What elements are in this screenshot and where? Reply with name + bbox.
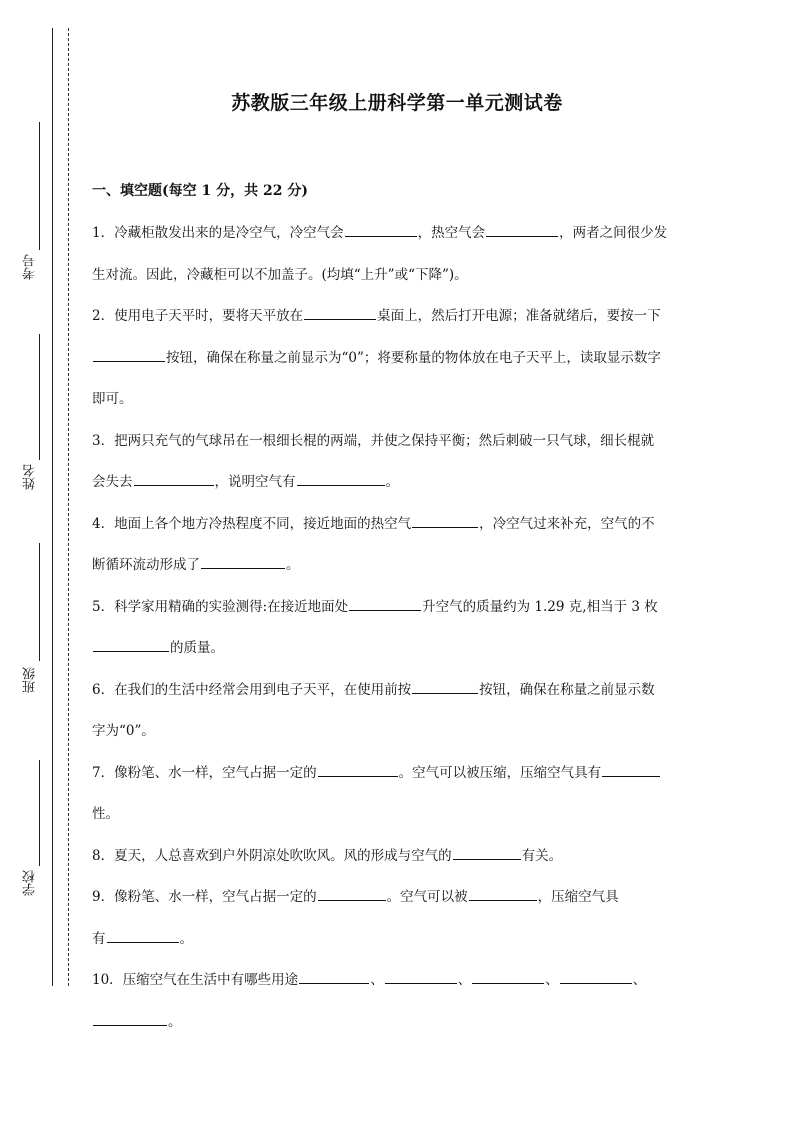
page-title: 苏教版三年级上册科学第一单元测试卷 (231, 92, 563, 114)
question-9-cont: 有 。 (92, 919, 707, 961)
exam-number-field[interactable] (22, 122, 40, 280)
question-9: 9．像粉笔、水一样，空气占据一定的 。空气可以被 ，压缩空气具 (92, 877, 707, 919)
answer-blank[interactable] (299, 969, 369, 984)
binding-solid-line (52, 28, 53, 986)
answer-blank[interactable] (297, 471, 385, 486)
binding-cut-line (68, 28, 69, 986)
exam-number-label: 考号 (23, 254, 38, 280)
class-blank[interactable] (39, 543, 40, 661)
answer-blank[interactable] (107, 928, 179, 943)
answer-blank[interactable] (349, 596, 421, 611)
name-field[interactable] (22, 334, 40, 490)
question-2: 2．使用电子天平时，要将天平放在 桌面上，然后打开电源；准备就绪后，要按一下 (92, 296, 707, 338)
question-4-cont: 断循环流动形成了 。 (92, 545, 707, 587)
answer-blank[interactable] (93, 347, 165, 362)
answer-blank[interactable] (486, 222, 558, 237)
answer-blank[interactable] (318, 762, 398, 777)
class-field[interactable] (22, 543, 40, 693)
school-field[interactable] (22, 760, 40, 896)
question-8: 8．夏天，人总喜欢到户外阴凉处吹吹风。风的形成与空气的 有关。 (92, 836, 707, 878)
answer-blank[interactable] (412, 513, 478, 528)
question-1-cont: 生对流。因此，冷藏柜可以不加盖子。(均填“上升”或“下降”)。 (92, 266, 468, 283)
question-10-cont: 。 (92, 1002, 707, 1044)
answer-blank[interactable] (560, 969, 632, 984)
answer-blank[interactable] (412, 679, 478, 694)
question-5-cont: 的质量。 (92, 628, 707, 670)
question-2-cont: 按钮，确保在称量之前显示为“0”；将要称量的物体放在电子天平上，读取显示数字 (92, 338, 707, 380)
exam-number-blank[interactable] (39, 122, 40, 250)
answer-blank[interactable] (201, 554, 285, 569)
school-label: 学校 (23, 870, 38, 896)
question-6-cont: 字为“0”。 (92, 723, 155, 739)
answer-blank[interactable] (472, 969, 544, 984)
class-label: 班级 (23, 667, 38, 693)
question-4: 4．地面上各个地方冷热程度不同，接近地面的热空气 ，冷空气过来补充，空气的不 (92, 504, 707, 546)
question-5: 5．科学家用精确的实验测得:在接近地面处 升空气的质量约为 1.29 克,相当于 3 枚 (92, 587, 707, 629)
question-7-cont: 性。 (92, 806, 119, 822)
answer-blank[interactable] (453, 845, 521, 860)
answer-blank[interactable] (134, 471, 214, 486)
name-label: 姓名 (23, 464, 38, 490)
section-heading-fill-blank: 一、填空题(每空 1 分，共 22 分) (92, 183, 308, 199)
answer-blank[interactable] (93, 1011, 167, 1026)
question-6: 6．在我们的生活中经常会用到电子天平，在使用前按 按钮，确保在称量之前显示数 (92, 670, 707, 712)
question-10: 10．压缩空气在生活中有哪些用途 、 、 、 、 (92, 960, 707, 1002)
question-3: 3．把两只充气的气球吊在一根细长棍的两端，并使之保持平衡；然后刺破一只气球，细长棍就 (92, 432, 655, 449)
question-1: 1．冷藏柜散发出来的是冷空气，冷空气会 ，热空气会 ，两者之间很少发 (92, 213, 707, 255)
answer-blank[interactable] (93, 637, 169, 652)
answer-blank[interactable] (602, 762, 660, 777)
question-7: 7．像粉笔、水一样，空气占据一定的 。空气可以被压缩，压缩空气具有 (92, 753, 707, 795)
name-blank[interactable] (39, 334, 40, 460)
question-2-cont2: 即可。 (92, 391, 133, 407)
question-3-cont: 会失去 ，说明空气有 。 (92, 462, 707, 504)
question-list (92, 213, 707, 1043)
school-blank[interactable] (39, 760, 40, 866)
answer-blank[interactable] (345, 222, 417, 237)
answer-blank[interactable] (304, 305, 376, 320)
answer-blank[interactable] (385, 969, 457, 984)
answer-blank[interactable] (318, 886, 386, 901)
answer-blank[interactable] (469, 886, 537, 901)
